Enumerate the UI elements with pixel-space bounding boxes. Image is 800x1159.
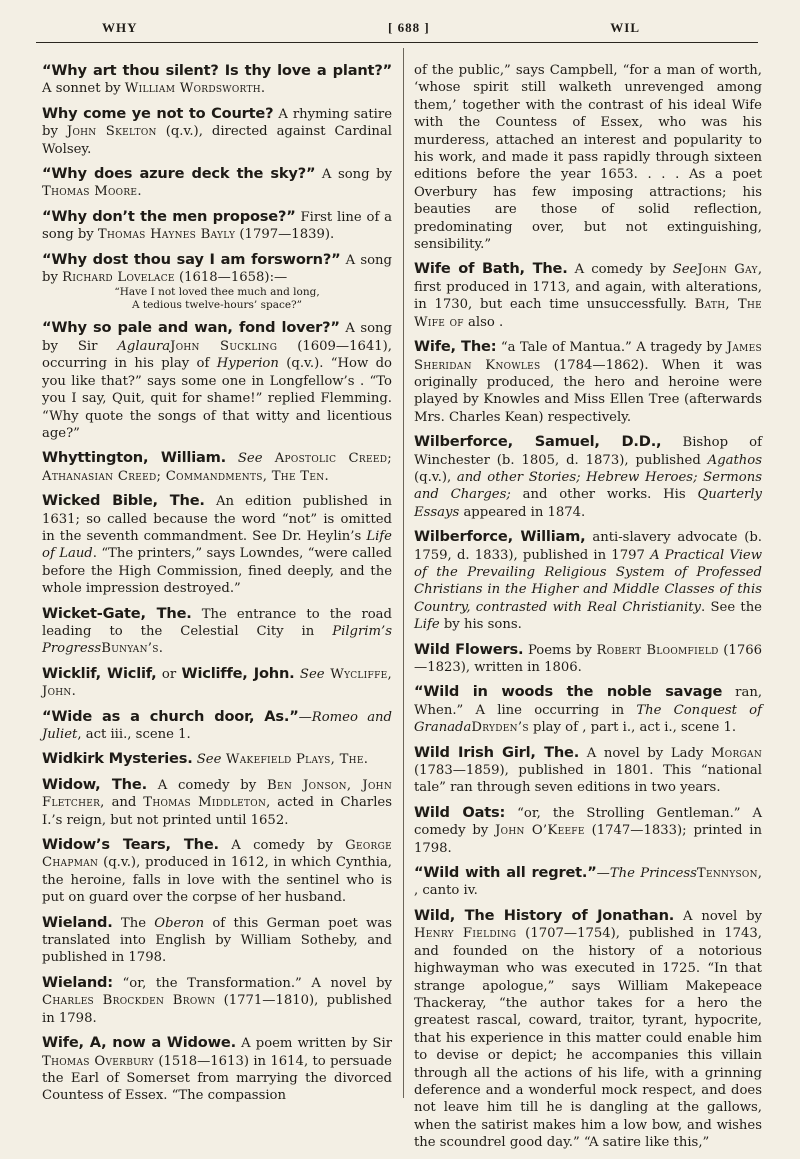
entry-body: (1707—1754), published in 1743, and founded on the history of a notorious highwayman who was executed in 1725. “In that strange apologue,” says William Makepeace Thackeray, “the author takes for a hero the greatest rascal, coward, traitor, tyrant, hypocrite, that his experience in this matter could enable him to devise or depict; he accompanies this villain through all the actions of his life, with a grinning deference and a wonderful mock respect, and does not leave him till he is dangling at the gallows, when the satirist makes him a low bow, and wishes the scoundrel good day.” “A satire like this,” — [414, 926, 762, 1151]
entry-headword: Wild, The History of Jonathan. — [414, 906, 675, 924]
entry-text — [414, 528, 762, 633]
dictionary-entry — [42, 251, 392, 313]
entry-body: An edition published in 1631; so called because the word “not” is omitted in the seventh commandment. See Dr. Heylin’s — [42, 494, 392, 544]
entry-body: ran, When.” A line occurring in — [414, 685, 763, 718]
entry-body: (1609—1641), occurring in his play of — [42, 338, 392, 372]
entry-text — [414, 907, 762, 1152]
author-name: William Wordsworth — [124, 81, 261, 97]
entry-body: , — [757, 866, 762, 882]
entry-body: (1783—1859), published in 1801. This “national tale” ran through seven editions in two years. — [414, 763, 762, 796]
author-name: Thomas Middleton — [143, 795, 267, 811]
entry-body: . See the — [701, 599, 762, 615]
author-name: Bath, The Wife of — [414, 297, 762, 330]
author-name: Wakefield Plays, The — [221, 752, 364, 768]
entry-text — [42, 836, 392, 907]
author-name: George Chapman — [42, 838, 392, 871]
header-left-word: WHY — [102, 20, 138, 35]
dictionary-entry — [42, 665, 392, 701]
entry-body: A novel by — [674, 908, 762, 924]
entry-body: anti-slavery advocate (b. 1759, d. 1833), published in 1797 — [414, 530, 762, 563]
work-title: Aglaura — [117, 338, 171, 354]
entry-body: A poem written by Sir — [235, 1036, 393, 1052]
entry-body: , act iii., scene 1. — [77, 727, 191, 742]
dictionary-entry — [42, 1034, 392, 1105]
quoted-verse: “Have I not loved thee much and long, — [114, 286, 320, 299]
dictionary-entry — [414, 744, 762, 797]
entry-text — [42, 492, 392, 597]
dictionary-entry — [42, 165, 392, 201]
dictionary-entry — [42, 836, 392, 907]
author-name: Thomas Moore — [42, 184, 138, 200]
author-name: Richard Lovelace — [62, 270, 175, 286]
work-title: The Conquest of Granada — [414, 702, 762, 736]
entry-text — [414, 433, 762, 521]
entry-headword: “Wild in woods the noble savage — [414, 683, 723, 701]
entry-body: — — [298, 709, 312, 725]
work-title: See — [672, 262, 698, 278]
author-name: Dryden’s — [471, 720, 529, 736]
work-title: Life — [414, 617, 440, 633]
entry-body: (1771—1810), published in 1798. — [42, 993, 392, 1026]
entry-headword: Why come ye not to Courte? — [42, 104, 274, 122]
entry-headword: “Why art thou silent? Is thy love a plant?” — [42, 62, 392, 79]
entry-body: First line of a song by — [42, 209, 392, 243]
entry-text — [42, 605, 392, 658]
entry-headword: Wicliffe, John. — [181, 664, 295, 682]
page-number: [ 688 ] — [388, 20, 430, 35]
work-title: See — [294, 666, 325, 682]
entry-body: . — [363, 752, 368, 768]
dictionary-entry — [414, 338, 762, 426]
entry-headword: “Wild with all regret.” — [414, 864, 597, 882]
entry-text — [42, 251, 392, 287]
entry-body: A comedy by — [146, 777, 267, 793]
entry-body: by his sons. — [439, 617, 522, 633]
entry-headword: Wilberforce, Samuel, D.D., — [414, 433, 662, 451]
entry-text — [42, 1034, 392, 1105]
entry-headword: Widow’s Tears, The. — [42, 836, 219, 854]
entry-body: . “The printers,” says Lowndes, “were called before the High Commission, fined deeply, and the whole impression destroyed.” — [42, 546, 392, 597]
entry-headword: Wife of Bath, The. — [414, 260, 568, 278]
work-title: Pilgrim’s Progress — [42, 623, 392, 657]
entry-body: A rhyming satire by — [42, 106, 393, 140]
entry-headword: “Wide as a church door, As.” — [42, 707, 299, 725]
author-name: Tennyson — [696, 866, 758, 882]
right-column — [414, 62, 762, 1159]
work-title: See — [226, 451, 263, 467]
dictionary-entry — [414, 528, 762, 633]
entry-headword: Wieland: — [42, 973, 113, 991]
column-divider — [403, 48, 404, 1098]
entry-headword: Wife, The: — [414, 338, 497, 356]
entry-body: A sonnet by — [42, 81, 125, 97]
entry-body: Bishop of Winchester (b. 1805, d. 1873), published — [414, 435, 762, 468]
entry-body: and — [104, 795, 144, 811]
dictionary-entry — [42, 605, 392, 658]
entry-headword: “Why so pale and wan, fond lover?” — [42, 319, 340, 337]
entry-headword: Wilberforce, William, — [414, 528, 586, 546]
work-title: Quarterly Essays — [414, 487, 762, 520]
work-title: See — [192, 752, 222, 768]
entry-body: , part i., act i., scene 1. — [582, 720, 737, 736]
entry-headword: Wild Flowers. — [414, 640, 524, 658]
author-name: Bunyan’s — [101, 641, 159, 657]
entry-text — [42, 208, 392, 244]
dictionary-entry — [42, 708, 392, 744]
work-title: A Practical View of the Prevailing Religious System of Professed Christians in the Higher and Middle Classes of this Country, contrasted with Real Christianity — [414, 547, 763, 615]
work-title: Romeo and Juliet — [42, 709, 392, 742]
entry-headword: Widkirk Mysteries. — [42, 750, 193, 768]
work-title: The Princess — [609, 866, 697, 882]
entry-body: A song by — [315, 167, 392, 183]
entry-text — [42, 449, 392, 485]
entry-body: Poems by — [523, 642, 597, 658]
dictionary-entry — [414, 804, 762, 857]
entry-text — [414, 864, 762, 900]
dictionary-entry — [42, 319, 392, 442]
entry-text — [42, 974, 392, 1027]
entry-text — [42, 665, 392, 701]
running-header — [36, 20, 756, 40]
entry-body: also — [463, 314, 500, 330]
work-title: Agathos — [707, 452, 762, 468]
entry-body: . — [158, 641, 163, 657]
author-name: Thomas Haynes Bayly — [97, 227, 236, 243]
entry-headword: “Why does azure deck the sky?” — [42, 165, 316, 183]
work-title: Hyperion — [216, 356, 279, 372]
entry-headword: “Why dost thou say I am forsworn?” — [42, 250, 341, 268]
entry-text — [414, 744, 762, 797]
entry-text — [414, 804, 762, 857]
entry-body: (q.v.). “How do you like that?” says some one in Longfellow’s — [42, 356, 392, 389]
verse-line — [42, 299, 392, 312]
dictionary-entry — [414, 683, 762, 736]
entry-text — [42, 914, 392, 967]
entry-body: . — [137, 184, 142, 200]
dictionary-entry — [42, 449, 392, 485]
entry-body: A song by — [42, 252, 392, 286]
entry-body: “or, the Strolling Gentleman.” A comedy by — [414, 805, 762, 839]
entry-headword: Widow, The. — [42, 775, 147, 793]
entry-body: A novel by Lady — [579, 745, 711, 761]
entry-body: , acted in Charles I.’s reign, but not printed until 1652. — [42, 795, 392, 828]
entry-body: of the public,” says Campbell, “for a man of worth, ‘whose spirit still walketh unrevenged among them,’ together with the contrast of his ideal Wife with the Countess of Essex, who was his murderess, attached an interest and popularity to his work, and made it pass rapidly through sixteen editions before the year 1653. . . . As a poet Overbury has few imposing attractions; his beauties are those of solid reflection, predominating over, but not extinguishing, sensibility.” — [414, 63, 762, 253]
entry-headword: Wife, A, now a Widowe. — [42, 1034, 236, 1052]
author-name: Apostolic Creed; Athanasian Creed; Commandments, The Ten — [42, 451, 393, 484]
entry-text — [42, 105, 392, 158]
work-title: Oberon — [154, 915, 205, 931]
dictionary-entry — [414, 864, 762, 900]
entry-text — [414, 641, 762, 677]
entry-body: (1784—1862). When it was originally produced, the hero and heroine were played by Knowles and Miss Ellen Tree (afterwards Mrs. Charles Kean) respectively. — [414, 357, 762, 425]
dictionary-entry — [42, 208, 392, 244]
entry-headword: Wicklif, Wiclif, — [42, 664, 157, 682]
author-name: Henry Fielding — [414, 926, 517, 942]
dictionary-entry — [414, 907, 762, 1152]
dictionary-entry — [414, 433, 762, 521]
entry-body: (1797—1839). — [235, 227, 335, 243]
entry-text — [42, 319, 392, 442]
entry-body: (q.v.), produced in 1612, in which Cynthia, the heroine, falls in love with the sentinel who is put on guard over the corpse of her husband. — [42, 855, 392, 906]
entry-headword: Wicked Bible, The. — [42, 492, 205, 510]
work-title: and other Stories; Hebrew Heroes; Sermons and Charges; — [414, 469, 762, 503]
entry-text — [42, 62, 392, 98]
entry-text — [42, 708, 392, 744]
entry-text — [42, 776, 392, 829]
entry-headword: Wicket-Gate, The. — [42, 604, 192, 622]
entry-body: , first produced in 1713, and again, with alterations, in 1730, but each time unsuccessfully. — [414, 262, 763, 313]
entry-body: (q.v.), directed against Cardinal Wolsey. — [42, 124, 392, 157]
entry-body: (1618—1658):— — [174, 270, 288, 286]
entry-body: and other works. His — [510, 487, 698, 503]
dictionary-entry — [414, 260, 762, 331]
entry-body: The — [112, 915, 155, 931]
entry-body: — — [596, 866, 610, 882]
dictionary-entry — [42, 914, 392, 967]
entry-body: A song by Sir — [42, 321, 392, 354]
author-name: John O’Keefe — [495, 823, 585, 839]
verse-line — [42, 286, 392, 299]
entry-headword: Whyttington, William. — [42, 449, 227, 467]
dictionary-entry — [414, 62, 762, 253]
author-name: Wycliffe, John — [42, 666, 392, 700]
entry-text — [414, 260, 762, 331]
author-name: Thomas Overbury — [42, 1053, 155, 1069]
entry-body: The entrance to the road leading to the Celestial City in — [42, 606, 392, 639]
entry-text — [42, 750, 392, 768]
entry-body: A comedy by — [567, 262, 673, 278]
dictionary-entry — [42, 105, 392, 158]
entry-body: appeared in 1874. — [459, 504, 586, 520]
entry-body: . — [71, 684, 76, 700]
entry-body: or — [156, 666, 182, 682]
dictionary-entry — [42, 492, 392, 597]
entry-body: (1766—1823), written in 1806. — [414, 642, 762, 675]
author-name: Robert Bloomfield — [596, 642, 719, 658]
entry-body: , canto iv. — [414, 883, 478, 899]
work-title: Life of Laud — [42, 528, 392, 562]
entry-text — [42, 165, 392, 201]
header-rule — [36, 42, 758, 43]
entry-text — [414, 62, 762, 253]
author-name: John Skelton — [66, 124, 157, 140]
entry-headword: “Why don’t the men propose?” — [42, 207, 296, 225]
author-name: John Gay — [697, 262, 758, 278]
entry-body: . — [499, 314, 504, 330]
dictionary-entry — [42, 62, 392, 98]
left-column — [42, 62, 392, 1112]
dictionary-entry — [414, 641, 762, 677]
entry-body: “a Tale of Mantua.” A tragedy by — [496, 340, 727, 356]
entry-headword: Wieland. — [42, 913, 113, 931]
quoted-verse: A tedious twelve-hours’ space?” — [131, 299, 303, 312]
dictionary-entry — [42, 750, 392, 768]
dictionary-entry — [42, 776, 392, 829]
entry-text — [414, 683, 762, 736]
entry-headword: Wild Irish Girl, The. — [414, 743, 580, 761]
author-name: Charles Brockden Brown — [42, 993, 216, 1009]
entry-body: (1518—1613) in 1614, to persuade the Earl of Somerset from marrying the divorced Countess of Essex. “The compassion — [42, 1053, 392, 1104]
entry-body: play of — [528, 720, 583, 736]
author-name: Ben Jonson, John Fletcher, — [42, 777, 392, 811]
entry-body: . — [260, 81, 266, 97]
entry-body: A comedy by — [218, 838, 346, 854]
entry-body: . — [324, 468, 329, 484]
header-right-word: WIL — [610, 20, 640, 35]
entry-body: . “To you I say, Quit, quit for shame!” replied Flemming. “Why quote the songs of that witty and licentious age?” — [42, 373, 392, 441]
author-name: James Sheridan Knowles — [414, 340, 762, 373]
author-name: Morgan — [710, 745, 763, 761]
entry-body: “or, the Transformation.” A novel by — [112, 975, 392, 991]
entry-body: of this German poet was translated into English by William Sotheby, and published in 1798. — [42, 915, 392, 966]
entry-text — [414, 338, 762, 426]
entry-body: (q.v.), — [414, 469, 457, 485]
entry-body: (1747—1833); printed in 1798. — [414, 823, 762, 856]
entry-headword: Wild Oats: — [414, 803, 506, 821]
dictionary-entry — [42, 974, 392, 1027]
author-name: John Suckling — [170, 338, 278, 354]
